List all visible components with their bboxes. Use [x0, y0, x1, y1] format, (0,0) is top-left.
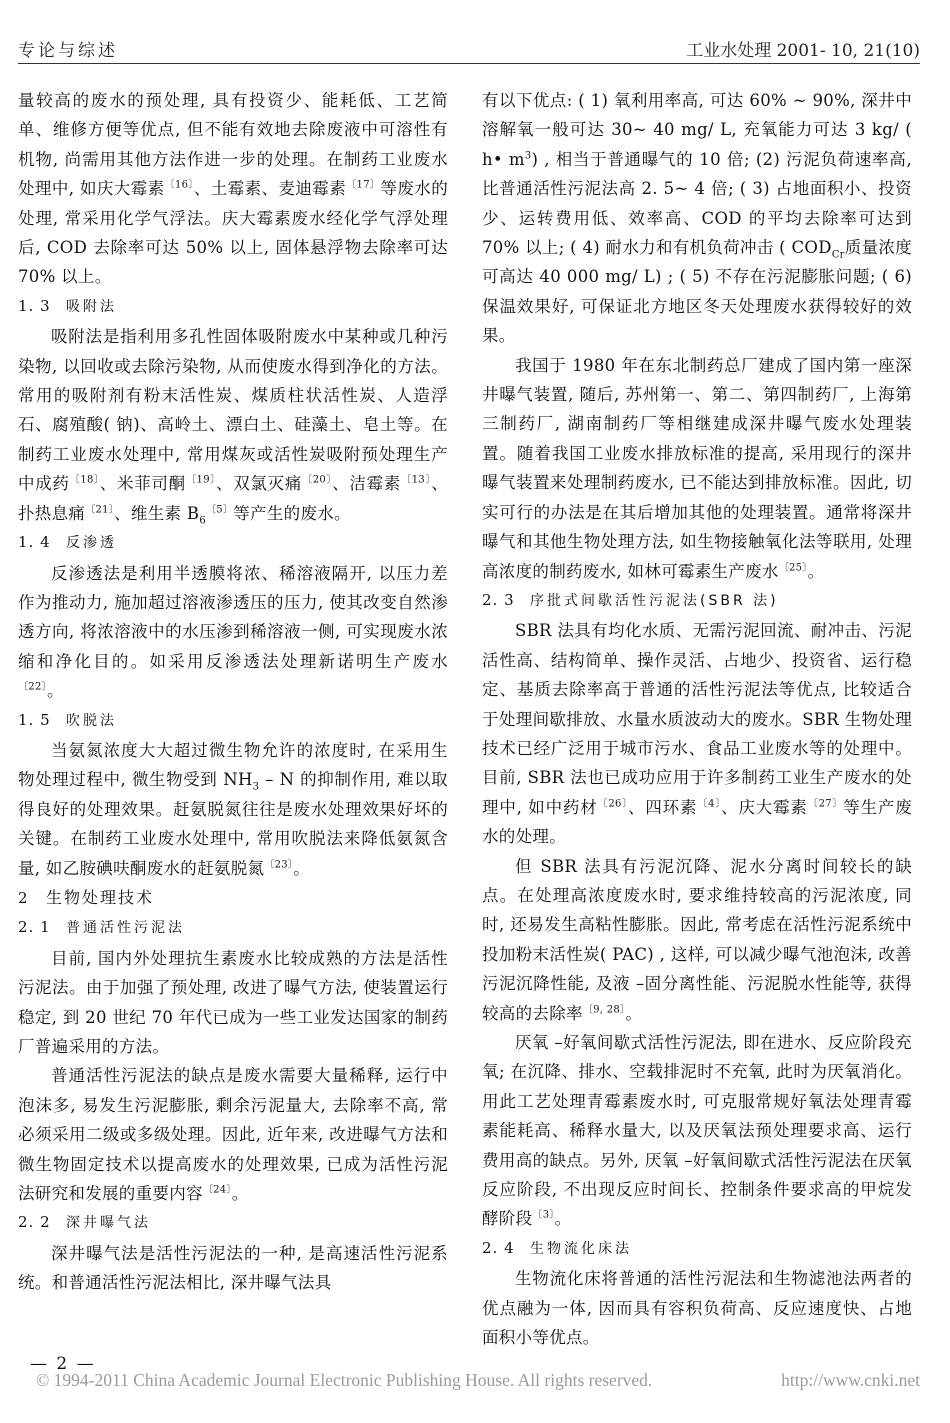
paragraph: SBR 法具有均化水质、无需污泥回流、耐冲击、污泥活性高、结构简单、操作灵活、占地少、投资省、运行稳定、基质去除率高于普通的活性污泥法等优点, 比较适合于处理间歇排放、水量水质波动大的废水。SBR 生物处理技术已经广泛用于城市污水、食品工业废水等的处理中。目前, SBR 法也已成功应用于许多制药工业生产废水的处理中, 如中药材$^{〔26〕}$、四环素$^{〔4〕}$、庆大霉素$^{〔27〕}$等生产废水的处理。: [482, 621, 913, 847]
section-heading-2-2: 2. 2 深井曝气法: [18, 1213, 151, 1232]
citation-ref: 〔4〕: [697, 798, 722, 810]
section-heading-1-4: 1. 4 反渗透: [18, 533, 117, 552]
paragraph: 我国于 1980 年在东北制药总厂建成了国内第一座深井曝气装置, 随后, 苏州第一、第二、第四制药厂, 上海第三制药厂, 湖南制药厂等相继建成深井曝气废水处理装置。随着我国工业废水排放标准的提高, 采用现行的深井曝气装置来处理制药废水, 已不能达到排放标准。因此, 切实可行的办法是在其后增加其他的处理装置。通常将深井曝气和其他生物处理方法, 如生物接触氧化法等联用, 处理高浓度的制药废水, 如林可霉素生产废水$^{〔25〕}$。: [482, 355, 912, 581]
paragraph: 量较高的废水的预处理, 具有投资少、能耗低、工艺简单、维修方便等优点, 但不能有效地去除废液中可溶性有机物, 尚需用其他方法作进一步的处理。在制药工业废水处理中, 如庆大霉素$^{〔16〕}$、土霉素、麦迪霉素$^{〔17〕}$等废水的处理, 常采用化学气浮法。庆大霉素废水经化学气浮处理后, COD 去除率可达 50% 以上, 固体悬浮物去除率可达 70% 以上。: [18, 91, 448, 287]
citation-ref: 〔13〕: [401, 474, 432, 486]
section-heading-1-5: 1. 5 吹脱法: [18, 710, 117, 729]
citation-ref: 〔25〕: [778, 562, 808, 573]
paragraph: 但 SBR 法具有污泥沉降、泥水分离时间较长的缺点。在处理高浓度废水时, 要求维持较高的污泥浓度, 同时, 还易发生高粘性膨胀。因此, 常考虑在活性污泥系统中投加粉末活性炭( PAC) , 这样, 可以减少曝气池泡沫, 改善污泥沉降性能, 及液 –固分离性能、污泥脱水性能等, 获得较高的去除率$^{〔9, 28〕}$。: [482, 856, 912, 1023]
citation-ref: 〔5〕: [205, 504, 234, 516]
copyright-text: © 1994-2011 China Academic Journal Electronic Publishing House. All rights reserved.: [36, 1370, 653, 1390]
paragraph: 目前, 国内外处理抗生素废水比较成熟的方法是活性污泥法。由于加强了预处理, 改进了曝气方法, 使装置运行稳定, 到 20 世纪 70 年代已成为一些工业发达国家的制药厂普遍采用的方法。: [18, 948, 448, 1056]
citation-ref: 〔21〕: [85, 504, 115, 516]
left-column: [18, 86, 448, 1298]
citation-ref: 〔22〕: [18, 681, 47, 693]
section-label: 专论与综述: [18, 41, 118, 61]
right-column: [482, 86, 912, 1352]
section-heading-2: 2 生物处理技术: [18, 887, 155, 907]
citation-ref: 〔26〕: [597, 798, 629, 810]
citation-ref: 〔17〕: [346, 179, 381, 191]
footer-url: http://www.cnki.net: [781, 1370, 920, 1390]
section-heading-1-3: 1. 3 吸附法: [18, 296, 117, 315]
citation-ref: 〔16〕: [164, 179, 194, 191]
paragraph: 深井曝气法是活性污泥法的一种, 是高速活性污泥系统。和普通活性污泥法相比, 深井曝气法具: [18, 1243, 448, 1293]
journal-citation: 工业水处理 2001- 10, 21(10): [686, 41, 920, 61]
citation-ref: 〔3〕: [532, 1209, 555, 1221]
citation-ref: 〔24〕: [202, 1184, 232, 1196]
section-heading-2-4: 2. 4 生物流化床法: [482, 1238, 632, 1257]
paragraph: 吸附法是指利用多孔性固体吸附废水中某种或几种污染物, 以回收或去除污染物, 从而使废水得到净化的方法。常用的吸附剂有粉末活性炭、煤质柱状活性炭、人造浮石、腐殖酸( 钠)、高岭土、漂白土、硅藻土、皂土等。在制药工业废水处理中, 常用煤灰或活性炭吸附预处理生产中成药$^{〔18〕}$、米菲司酮$^{〔19〕}$、双氯灭痛$^{〔20〕}$、洁霉素$^{〔13〕}$、扑热息痛$^{〔21〕}$、维生素 $B_6^{〔5〕}$等产生的废水。: [18, 327, 448, 526]
citation-ref: 〔18〕: [69, 474, 100, 486]
citation-ref: 〔9, 28〕: [582, 1004, 626, 1016]
running-header: [18, 36, 920, 62]
copyright-footer: [36, 1370, 920, 1391]
citation-ref: 〔19〕: [185, 474, 216, 486]
section-heading-2-1: 2. 1 普通活性污泥法: [18, 918, 185, 937]
paragraph: 厌氧 –好氧间歇式活性污泥法, 即在进水、反应阶段充氧; 在沉降、排水、空载排泥时不充氧, 此时为厌氧消化。用此工艺处理青霉素废水时, 可克服常规好氧法处理青霉素能耗高、稀释水量大, 以及厌氧法预处理要求高、运行费用高的缺点。另外, 厌氧 –好氧间歇式活性污泥法在厌氧反应阶段, 不出现反应时间长、控制条件要求高的甲烷发酵阶段$^{〔3〕}$。: [482, 1033, 912, 1229]
section-heading-2-3: 2. 3 序批式间歇活性污泥法(SBR 法): [482, 590, 779, 609]
paragraph: 普通活性污泥法的缺点是废水需要大量稀释, 运行中泡沫多, 易发生污泥膨胀, 剩余污泥量大, 去除率不高, 常必须采用二级或多级处理。因此, 近年来, 改进曝气方法和微生物固定技术以提高废水的处理效果, 已成为活性污泥法研究和发展的重要内容$^{〔24〕}$。: [18, 1066, 448, 1204]
paragraph: 反渗透法是利用半透膜将浓、稀溶液隔开, 以压力差作为推动力, 施加超过溶液渗透压的压力, 使其改变自然渗透方向, 将浓溶液中的水压渗到稀溶液一侧, 可实现废水浓缩和净化目的。如采用反渗透法处理新诺明生产废水$^{〔22〕}$。: [18, 563, 448, 701]
citation-ref: 〔27〕: [807, 798, 844, 810]
paragraph: 生物流化床将普通的活性污泥法和生物滤池法两者的优点融为一体, 因而具有容积负荷高、反应速度快、占地面积小等优点。: [482, 1269, 912, 1348]
paragraph: 有以下优点: ( 1) 氧利用率高, 可达 60% ~ 90%, 深井中溶解氧一般可达 30~ 40 mg/ L, 充氧能力可达 3 kg/ ( h• $m^3$) , 相当于普通曝气的 10 倍; (2) 污泥负荷速率高, 比普通活性污泥法高 2. 5~ 4 倍; ( 3) 占地面积小、投资少、运转费用低、效率高、COD 的平均去除率可达到 70% 以上; ( 4) 耐水力和有机负荷冲击 ( $COD_{Cr}$质量浓度可高达 40 000 mg/ L) ; ( 5) 不存在污泥膨胀问题; ( 6) 保温效果好, 可保证北方地区冬天处理废水获得较好的效果。: [482, 91, 913, 346]
citation-ref: 〔20〕: [302, 474, 333, 486]
citation-ref: 〔23〕: [264, 859, 294, 871]
page-number: — 2 —: [30, 1354, 96, 1374]
paragraph: 当氨氮浓度大大超过微生物允许的浓度时, 在采用生物处理过程中, 微生物受到 $NH_3$ – N 的抑制作用, 难以取得良好的处理效果。赶氨脱氮往往是废水处理效果好坏的关键。在制药工业废水处理中, 常用吹脱法来降低氨氮含量, 如乙胺碘呋酮废水的赶氨脱氮$^{〔23〕}$。: [18, 740, 448, 878]
header-rule: [18, 63, 920, 64]
